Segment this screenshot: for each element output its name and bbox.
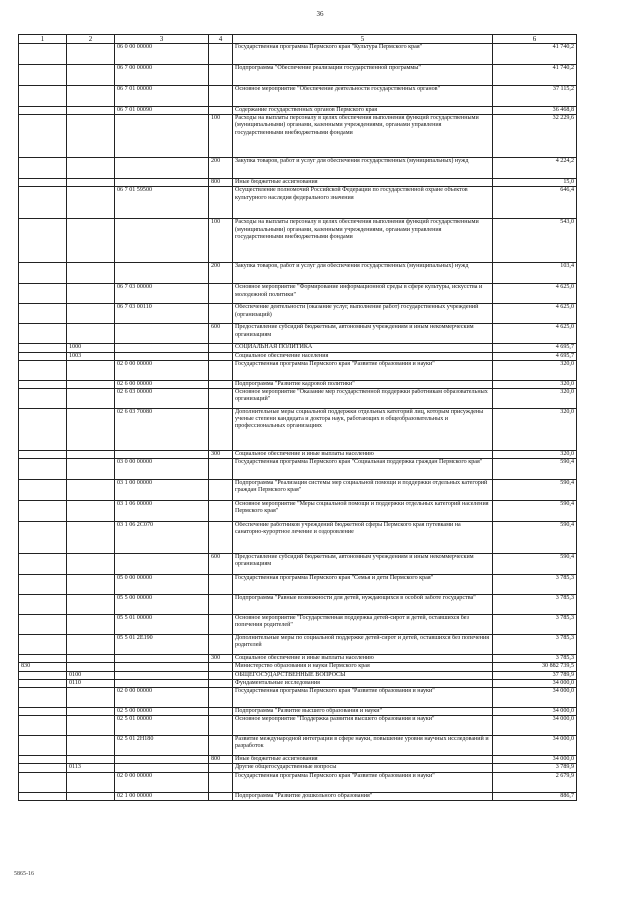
amount-cell: 4 695,7 (493, 344, 577, 352)
ministry-code-cell (19, 595, 67, 615)
ministry-code-cell (19, 219, 67, 263)
column-header: 2 (67, 35, 115, 44)
target-article-cell: 02 6 00 00000 (115, 380, 209, 388)
ministry-code-cell (19, 263, 67, 284)
table-row (19, 635, 577, 655)
section-code-cell (67, 158, 115, 179)
target-article-cell: 03 0 00 00000 (115, 459, 209, 480)
target-article-cell (115, 663, 209, 671)
target-article-cell (115, 451, 209, 459)
amount-cell: 41 740,2 (493, 44, 577, 65)
ministry-code-cell (19, 708, 67, 716)
amount-cell: 41 740,2 (493, 65, 577, 86)
table-row (19, 663, 577, 671)
amount-cell: 32 229,6 (493, 115, 577, 158)
ministry-code-cell (19, 522, 67, 554)
description-cell: Предоставление субсидий бюджетным, автономным учреждениям и иным некоммерческим организациям (233, 554, 493, 575)
target-article-cell: 02 0 00 00000 (115, 688, 209, 708)
section-code-cell (67, 792, 115, 800)
table-row (19, 554, 577, 575)
expense-type-cell (209, 352, 233, 360)
table-row (19, 575, 577, 595)
ministry-code-cell (19, 107, 67, 115)
table-row (19, 792, 577, 800)
description-cell: Обеспечение деятельности (оказание услуг, выполнение работ) государственных учреждений (организаций) (233, 304, 493, 324)
ministry-code-cell (19, 671, 67, 679)
ministry-code-cell (19, 304, 67, 324)
section-code-cell (67, 635, 115, 655)
amount-cell: 3 785,3 (493, 595, 577, 615)
target-article-cell: 02 0 00 00000 (115, 360, 209, 380)
target-article-cell: 03 1 06 2С070 (115, 522, 209, 554)
description-cell: Подпрограмма "Реализация системы мер социальной помощи и поддержки отдельных категорий граждан Пермского края" (233, 480, 493, 501)
target-article-cell: 02 5 00 00000 (115, 708, 209, 716)
expense-type-cell (209, 187, 233, 219)
table-row (19, 501, 577, 522)
section-code-cell (67, 480, 115, 501)
table-row (19, 615, 577, 635)
description-cell: Государственная программа Пермского края "Развитие образования и науки" (233, 688, 493, 708)
ministry-code-cell (19, 772, 67, 792)
amount-cell: 4 224,2 (493, 158, 577, 179)
section-code-cell (67, 179, 115, 187)
section-code-cell (67, 360, 115, 380)
description-cell: Подпрограмма "Обеспечение реализации государственной программы" (233, 65, 493, 86)
table-row (19, 44, 577, 65)
description-cell: Государственная программа Пермского края "Развитие образования и науки" (233, 772, 493, 792)
ministry-code-cell (19, 115, 67, 158)
ministry-code-cell (19, 501, 67, 522)
amount-cell: 34 000,0 (493, 708, 577, 716)
description-cell: Расходы на выплаты персоналу в целях обеспечения выполнения функций государственными (муниципальными) органами, казенными учреждениями, органами управления государственными внебюджетными фондами (233, 115, 493, 158)
description-cell: Основное мероприятие "Формирование информационной среды в сфере культуры, искусства и молодежной политики" (233, 284, 493, 304)
table-row (19, 451, 577, 459)
table-row (19, 219, 577, 263)
description-cell: Иные бюджетные ассигнования (233, 756, 493, 764)
target-article-cell (115, 344, 209, 352)
target-article-cell: 06 7 01 00090 (115, 107, 209, 115)
target-article-cell (115, 352, 209, 360)
amount-cell: 320,0 (493, 451, 577, 459)
ministry-code-cell (19, 756, 67, 764)
amount-cell: 590,4 (493, 459, 577, 480)
target-article-cell: 06 7 00 00000 (115, 65, 209, 86)
description-cell: Иные бюджетные ассигнования (233, 179, 493, 187)
amount-cell: 4 625,0 (493, 284, 577, 304)
ministry-code-cell (19, 736, 67, 756)
description-cell: Государственная программа Пермского края "Культура Пермского края" (233, 44, 493, 65)
section-code-cell: 1003 (67, 352, 115, 360)
table-row (19, 158, 577, 179)
section-code-cell (67, 655, 115, 663)
expense-type-cell (209, 86, 233, 107)
section-code-cell (67, 86, 115, 107)
section-code-cell (67, 263, 115, 284)
description-cell: Подпрограмма "Развитие высшего образования и науки" (233, 708, 493, 716)
ministry-code-cell (19, 635, 67, 655)
expense-type-cell (209, 480, 233, 501)
section-code-cell: 1000 (67, 344, 115, 352)
ministry-code-cell (19, 352, 67, 360)
target-article-cell: 02 6 03 70080 (115, 409, 209, 451)
amount-cell: 320,0 (493, 360, 577, 380)
ministry-code-cell (19, 480, 67, 501)
expense-type-cell (209, 671, 233, 679)
expense-type-cell: 800 (209, 756, 233, 764)
target-article-cell: 06 0 00 00000 (115, 44, 209, 65)
table-row (19, 708, 577, 716)
description-cell: Другие общегосударственные вопросы (233, 764, 493, 772)
section-code-cell (67, 595, 115, 615)
table-row (19, 772, 577, 792)
table-row (19, 756, 577, 764)
table-row (19, 187, 577, 219)
table-row (19, 409, 577, 451)
table-row (19, 179, 577, 187)
ministry-code-cell (19, 688, 67, 708)
description-cell: Министерство образования и науки Пермского края (233, 663, 493, 671)
amount-cell: 103,4 (493, 263, 577, 284)
amount-cell: 4 625,0 (493, 304, 577, 324)
expense-type-cell (209, 575, 233, 595)
ministry-code-cell (19, 679, 67, 687)
ministry-code-cell (19, 158, 67, 179)
section-code-cell (67, 716, 115, 736)
table-row (19, 380, 577, 388)
target-article-cell: 06 7 01 59500 (115, 187, 209, 219)
ministry-code-cell (19, 187, 67, 219)
table-row (19, 736, 577, 756)
section-code-cell: 0110 (67, 679, 115, 687)
target-article-cell: 02 1 00 00000 (115, 792, 209, 800)
description-cell: Основное мероприятие "Оказание мер государственной поддержки работникам образовательных организаций" (233, 389, 493, 409)
target-article-cell: 02 6 03 00000 (115, 389, 209, 409)
amount-cell: 2 679,9 (493, 772, 577, 792)
expense-type-cell (209, 459, 233, 480)
target-article-cell: 02 5 01 00000 (115, 716, 209, 736)
target-article-cell (115, 671, 209, 679)
section-code-cell (67, 663, 115, 671)
section-code-cell (67, 459, 115, 480)
expense-type-cell (209, 764, 233, 772)
description-cell: ОБЩЕГОСУДАРСТВЕННЫЕ ВОПРОСЫ (233, 671, 493, 679)
expense-type-cell: 800 (209, 179, 233, 187)
ministry-code-cell (19, 792, 67, 800)
section-code-cell (67, 756, 115, 764)
amount-cell: 3 785,3 (493, 635, 577, 655)
section-code-cell: 0113 (67, 764, 115, 772)
target-article-cell (115, 679, 209, 687)
table-row (19, 595, 577, 615)
description-cell: Обеспечение работников учреждений бюджетной сферы Пермского края путевками на санаторно-курортное лечение и оздоровление (233, 522, 493, 554)
expense-type-cell (209, 44, 233, 65)
target-article-cell: 05 0 00 00000 (115, 575, 209, 595)
amount-cell: 543,0 (493, 219, 577, 263)
ministry-code-cell (19, 86, 67, 107)
table-row (19, 389, 577, 409)
target-article-cell: 03 1 00 00000 (115, 480, 209, 501)
table-row (19, 304, 577, 324)
section-code-cell (67, 324, 115, 344)
amount-cell: 4 625,0 (493, 324, 577, 344)
expense-type-cell (209, 792, 233, 800)
amount-cell: 3 789,9 (493, 764, 577, 772)
expense-type-cell (209, 65, 233, 86)
ministry-code-cell (19, 380, 67, 388)
amount-cell: 34 000,0 (493, 688, 577, 708)
column-header: 4 (209, 35, 233, 44)
amount-cell: 15,0 (493, 179, 577, 187)
table-body (19, 44, 577, 801)
description-cell: Закупка товаров, работ и услуг для обеспечения государственных (муниципальных) нужд (233, 158, 493, 179)
table-row (19, 344, 577, 352)
section-code-cell (67, 772, 115, 792)
ministry-code-cell (19, 459, 67, 480)
expense-type-cell: 100 (209, 115, 233, 158)
budget-table (18, 34, 577, 801)
expense-type-cell: 600 (209, 554, 233, 575)
amount-cell: 590,4 (493, 501, 577, 522)
ministry-code-cell (19, 764, 67, 772)
description-cell: Расходы на выплаты персоналу в целях обеспечения выполнения функций государственными (муниципальными) органами, казенными учреждениями, органами управления государственными внебюджетными фондами (233, 219, 493, 263)
description-cell: Содержание государственных органов Пермского края (233, 107, 493, 115)
table-row (19, 107, 577, 115)
description-cell: Фундаментальные исследования (233, 679, 493, 687)
section-code-cell (67, 304, 115, 324)
expense-type-cell (209, 615, 233, 635)
section-code-cell (67, 501, 115, 522)
column-number-row (19, 35, 577, 44)
description-cell: Развитие международной интеграции в сфере науки, повышение уровня научных исследований и разработок (233, 736, 493, 756)
table-row (19, 360, 577, 380)
expense-type-cell (209, 360, 233, 380)
table-row (19, 671, 577, 679)
amount-cell: 3 785,3 (493, 655, 577, 663)
expense-type-cell: 300 (209, 655, 233, 663)
target-article-cell (115, 764, 209, 772)
ministry-code-cell (19, 179, 67, 187)
section-code-cell (67, 380, 115, 388)
section-code-cell (67, 65, 115, 86)
target-article-cell: 05 5 00 00000 (115, 595, 209, 615)
target-article-cell (115, 324, 209, 344)
expense-type-cell (209, 304, 233, 324)
ministry-code-cell (19, 451, 67, 459)
target-article-cell: 05 5 01 00000 (115, 615, 209, 635)
description-cell: СОЦИАЛЬНАЯ ПОЛИТИКА (233, 344, 493, 352)
expense-type-cell (209, 772, 233, 792)
expense-type-cell (209, 736, 233, 756)
target-article-cell (115, 115, 209, 158)
amount-cell: 590,4 (493, 522, 577, 554)
ministry-code-cell (19, 554, 67, 575)
section-code-cell (67, 736, 115, 756)
expense-type-cell: 200 (209, 158, 233, 179)
expense-type-cell (209, 595, 233, 615)
document-footer-code: 5865-16 (14, 871, 34, 877)
target-article-cell (115, 219, 209, 263)
table-row (19, 655, 577, 663)
amount-cell: 320,0 (493, 409, 577, 451)
amount-cell: 34 000,0 (493, 736, 577, 756)
expense-type-cell (209, 679, 233, 687)
description-cell: Осуществление полномочий Российской Федерации по государственной охране объектов культурного наследия федерального значения (233, 187, 493, 219)
expense-type-cell (209, 284, 233, 304)
table-row (19, 263, 577, 284)
section-code-cell (67, 389, 115, 409)
target-article-cell (115, 756, 209, 764)
column-header: 3 (115, 35, 209, 44)
amount-cell: 320,0 (493, 389, 577, 409)
amount-cell: 34 000,0 (493, 716, 577, 736)
amount-cell: 646,4 (493, 187, 577, 219)
expense-type-cell (209, 409, 233, 451)
amount-cell: 3 785,3 (493, 615, 577, 635)
description-cell: Дополнительные меры социальной поддержки отдельных категорий лиц, которым присуждены ученые степени кандидата и доктора наук, работающих в общеобразовательных и профессиональных организациях (233, 409, 493, 451)
description-cell: Подпрограмма "Развитие дошкольного образования" (233, 792, 493, 800)
ministry-code-cell (19, 324, 67, 344)
ministry-code-cell (19, 655, 67, 663)
section-code-cell (67, 409, 115, 451)
target-article-cell: 02 0 00 00000 (115, 772, 209, 792)
description-cell: Социальное обеспечение населения (233, 352, 493, 360)
ministry-code-cell (19, 65, 67, 86)
table-row (19, 522, 577, 554)
ministry-code-cell (19, 389, 67, 409)
description-cell: Основное мероприятие "Государственная поддержка детей-сирот и детей, оставшихся без попечения родителей" (233, 615, 493, 635)
amount-cell: 320,0 (493, 380, 577, 388)
target-article-cell (115, 179, 209, 187)
section-code-cell: 0100 (67, 671, 115, 679)
amount-cell: 886,7 (493, 792, 577, 800)
expense-type-cell (209, 501, 233, 522)
amount-cell: 590,4 (493, 480, 577, 501)
section-code-cell (67, 107, 115, 115)
target-article-cell (115, 655, 209, 663)
column-header: 5 (233, 35, 493, 44)
page-number: 36 (316, 10, 324, 18)
description-cell: Подпрограмма "Развитие кадровой политики" (233, 380, 493, 388)
description-cell: Социальное обеспечение и иные выплаты населению (233, 655, 493, 663)
column-header: 6 (493, 35, 577, 44)
expense-type-cell (209, 716, 233, 736)
ministry-code-cell (19, 575, 67, 595)
table-row (19, 86, 577, 107)
amount-cell: 34 000,0 (493, 679, 577, 687)
section-code-cell (67, 187, 115, 219)
target-article-cell (115, 158, 209, 179)
description-cell: Государственная программа Пермского края "Семья и дети Пермского края" (233, 575, 493, 595)
table-row (19, 716, 577, 736)
expense-type-cell: 200 (209, 263, 233, 284)
section-code-cell (67, 451, 115, 459)
description-cell: Предоставление субсидий бюджетным, автономным учреждениям и иным некоммерческим организациям (233, 324, 493, 344)
ministry-code-cell (19, 344, 67, 352)
section-code-cell (67, 284, 115, 304)
target-article-cell (115, 554, 209, 575)
expense-type-cell (209, 389, 233, 409)
section-code-cell (67, 554, 115, 575)
table-row (19, 459, 577, 480)
description-cell: Основное мероприятие "Обеспечение деятельности государственных органов" (233, 86, 493, 107)
amount-cell: 36 468,8 (493, 107, 577, 115)
description-cell: Социальное обеспечение и иные выплаты населению (233, 451, 493, 459)
section-code-cell (67, 708, 115, 716)
description-cell: Закупка товаров, работ и услуг для обеспечения государственных (муниципальных) нужд (233, 263, 493, 284)
table-row (19, 688, 577, 708)
description-cell: Государственная программа Пермского края "Развитие образования и науки" (233, 360, 493, 380)
table-row (19, 764, 577, 772)
table-row (19, 284, 577, 304)
expense-type-cell (209, 344, 233, 352)
table-row (19, 352, 577, 360)
expense-type-cell (209, 522, 233, 554)
section-code-cell (67, 115, 115, 158)
expense-type-cell (209, 663, 233, 671)
section-code-cell (67, 575, 115, 595)
section-code-cell (67, 522, 115, 554)
ministry-code-cell (19, 716, 67, 736)
amount-cell: 30 882 739,5 (493, 663, 577, 671)
amount-cell: 4 695,7 (493, 352, 577, 360)
section-code-cell (67, 219, 115, 263)
target-article-cell (115, 263, 209, 284)
table-row (19, 679, 577, 687)
table-row (19, 480, 577, 501)
target-article-cell: 05 5 01 2Е190 (115, 635, 209, 655)
ministry-code-cell (19, 615, 67, 635)
table-row (19, 324, 577, 344)
ministry-code-cell: 830 (19, 663, 67, 671)
expense-type-cell (209, 380, 233, 388)
expense-type-cell: 600 (209, 324, 233, 344)
column-header: 1 (19, 35, 67, 44)
amount-cell: 37 789,9 (493, 671, 577, 679)
section-code-cell (67, 615, 115, 635)
target-article-cell: 03 1 06 00000 (115, 501, 209, 522)
expense-type-cell: 100 (209, 219, 233, 263)
amount-cell: 590,4 (493, 554, 577, 575)
target-article-cell: 02 5 01 2Н180 (115, 736, 209, 756)
description-cell: Основное мероприятие "Поддержка развития высшего образования и науки" (233, 716, 493, 736)
ministry-code-cell (19, 409, 67, 451)
description-cell: Государственная программа Пермского края "Социальная поддержка граждан Пермского края" (233, 459, 493, 480)
amount-cell: 3 785,3 (493, 575, 577, 595)
expense-type-cell (209, 635, 233, 655)
description-cell: Основное мероприятие "Меры социальной помощи и поддержки отдельных категорий населения Пермского края" (233, 501, 493, 522)
target-article-cell: 06 7 03 00110 (115, 304, 209, 324)
description-cell: Подпрограмма "Равные возможности для детей, нуждающихся в особой заботе государства" (233, 595, 493, 615)
target-article-cell: 06 7 01 00000 (115, 86, 209, 107)
expense-type-cell (209, 688, 233, 708)
table-row (19, 115, 577, 158)
expense-type-cell (209, 107, 233, 115)
ministry-code-cell (19, 284, 67, 304)
ministry-code-cell (19, 44, 67, 65)
amount-cell: 34 000,0 (493, 756, 577, 764)
ministry-code-cell (19, 360, 67, 380)
section-code-cell (67, 688, 115, 708)
section-code-cell (67, 44, 115, 65)
table-row (19, 65, 577, 86)
amount-cell: 37 115,2 (493, 86, 577, 107)
target-article-cell: 06 7 03 00000 (115, 284, 209, 304)
description-cell: Дополнительные меры по социальной поддержке детей-сирот и детей, оставшихся без попечения родителей (233, 635, 493, 655)
expense-type-cell: 300 (209, 451, 233, 459)
expense-type-cell (209, 708, 233, 716)
